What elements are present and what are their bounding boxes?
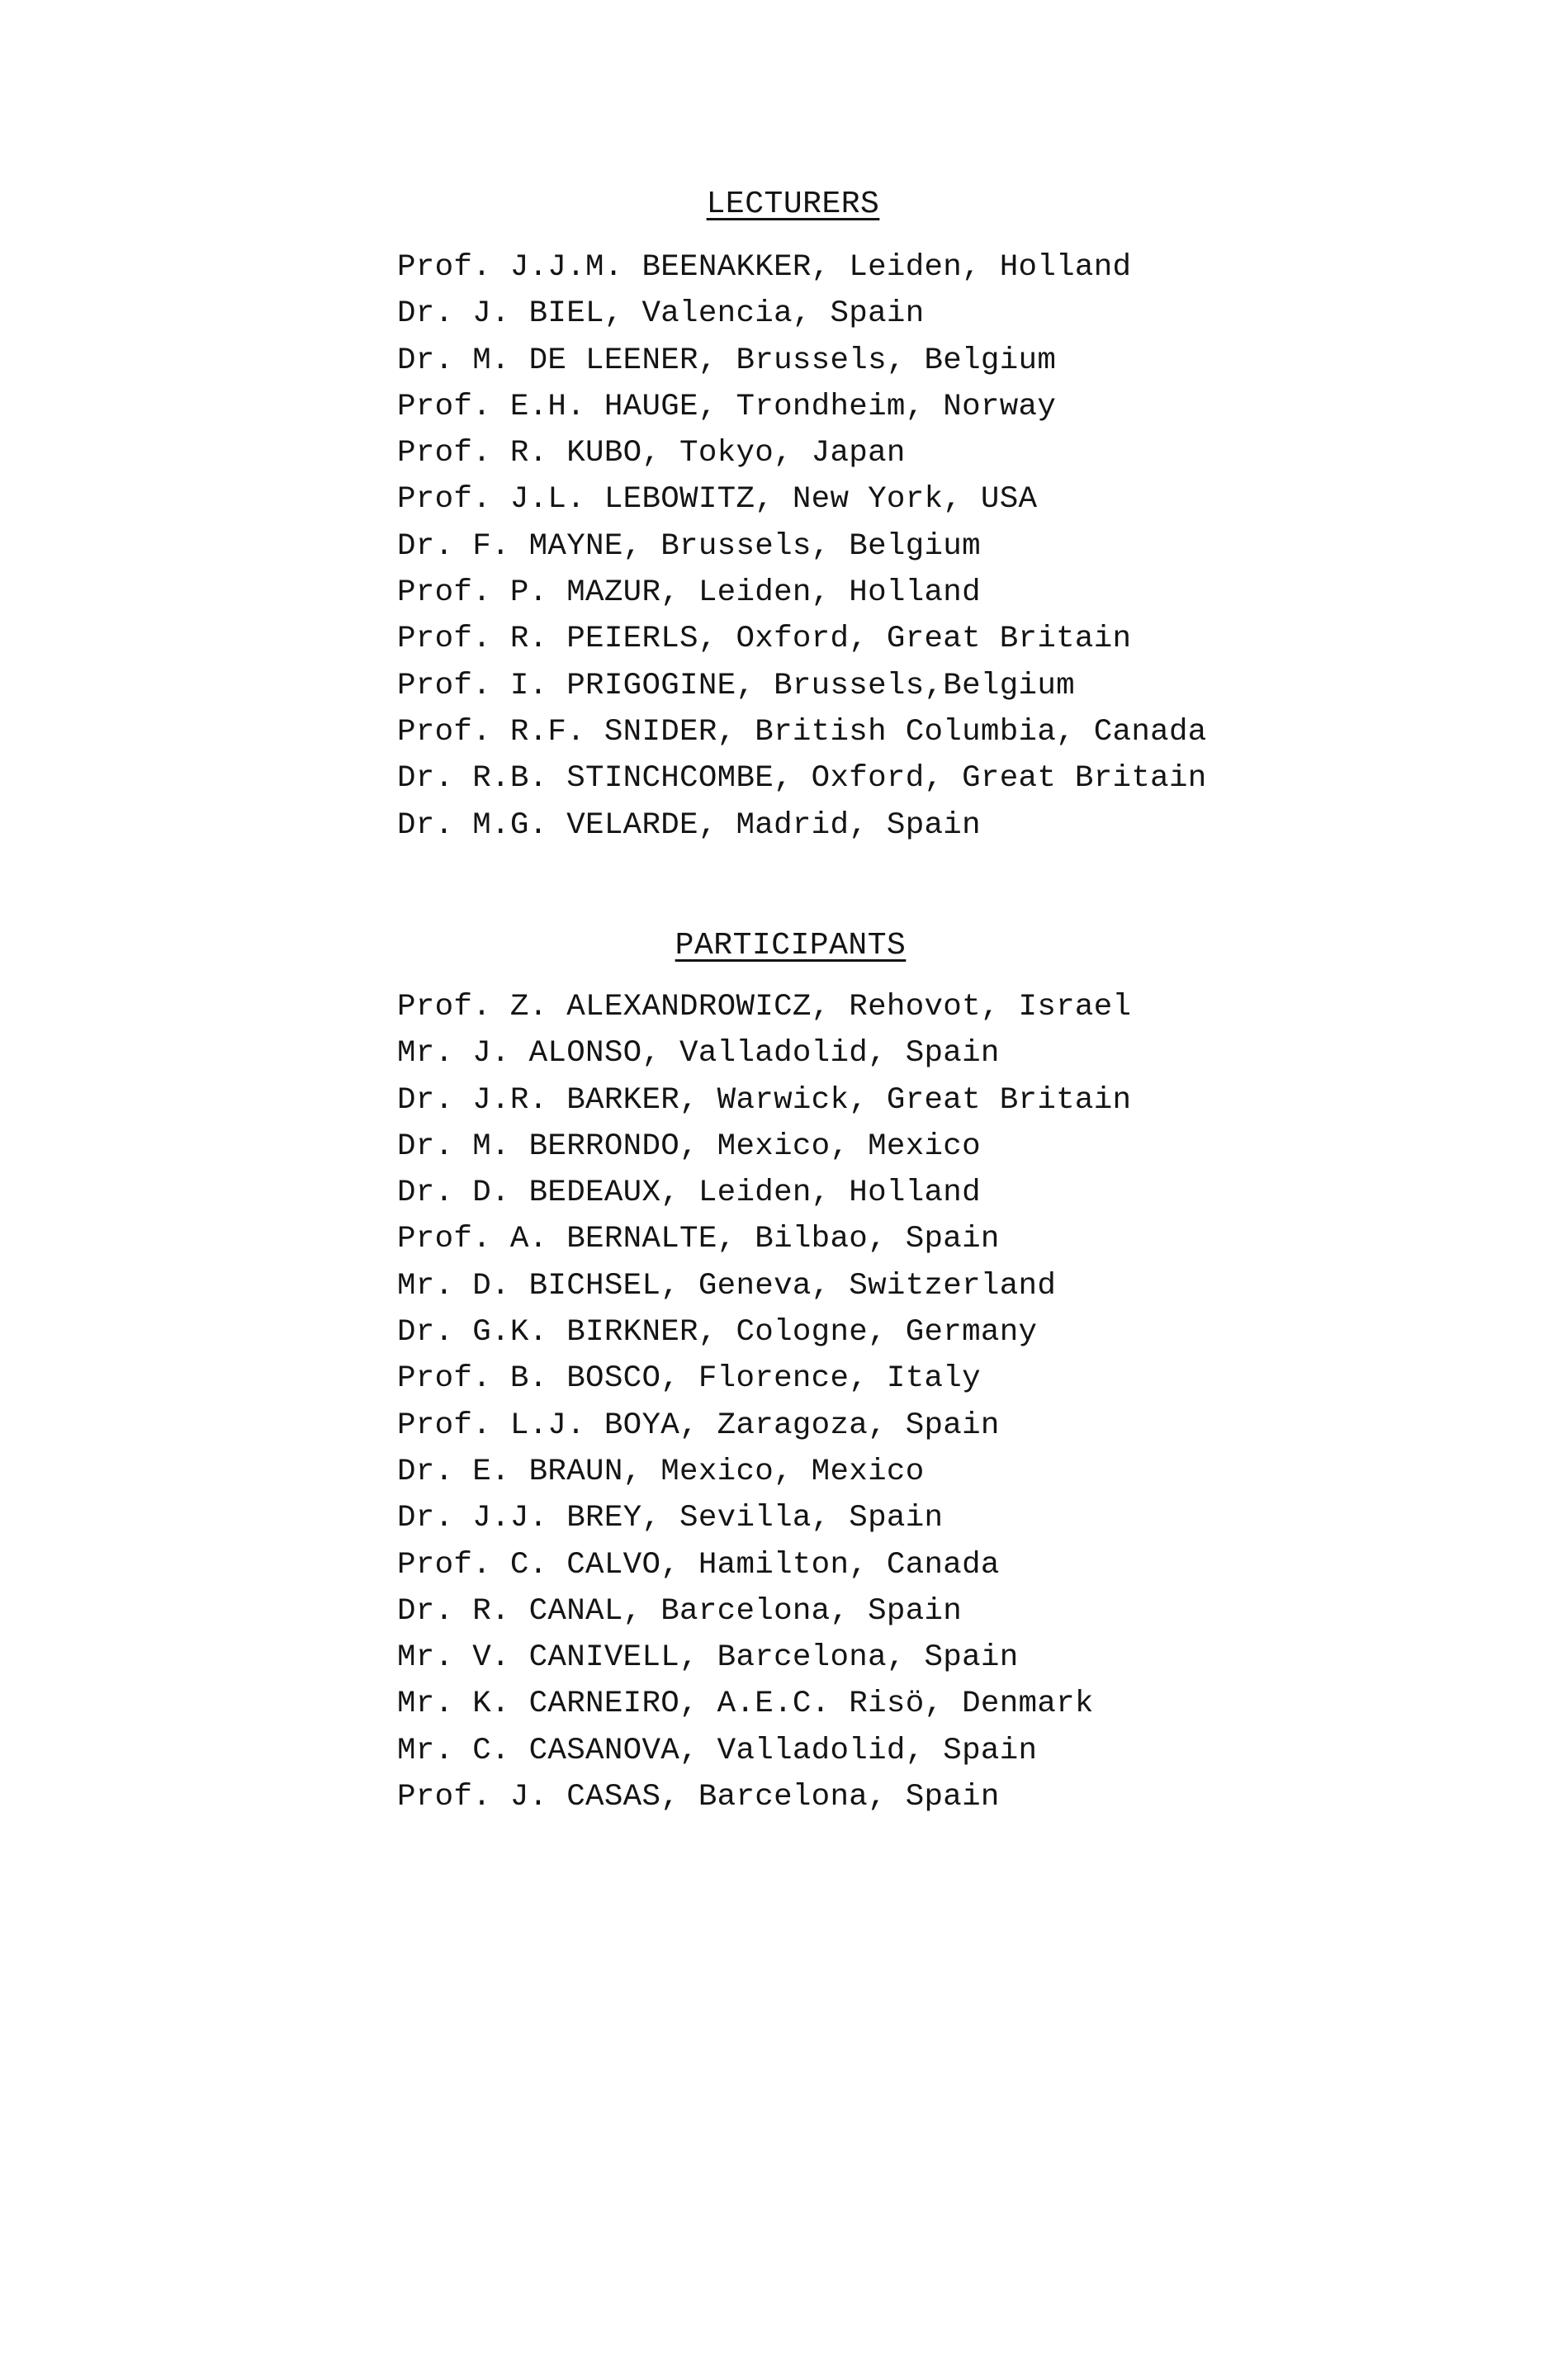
participants-heading-text: PARTICIPANTS xyxy=(675,928,907,963)
lecturers-list xyxy=(397,244,1207,849)
lecturer-entry: Prof. E.H. HAUGE, Trondheim, Norway xyxy=(397,389,1057,424)
participant-entry: Dr. R. CANAL, Barcelona, Spain xyxy=(397,1593,963,1629)
participant-entry: Dr. E. BRAUN, Mexico, Mexico xyxy=(397,1454,925,1489)
lecturer-entry: Prof. R.F. SNIDER, British Columbia, Canada xyxy=(397,714,1207,750)
participant-entry: Prof. J. CASAS, Barcelona, Spain xyxy=(397,1780,1000,1815)
lecturer-entry: Prof. P. MAZUR, Leiden, Holland xyxy=(397,575,981,611)
participant-entry: Prof. C. CALVO, Hamilton, Canada xyxy=(397,1547,1000,1583)
lecturer-entry: Dr. F. MAYNE, Brussels, Belgium xyxy=(397,528,981,564)
participant-entry: Mr. K. CARNEIRO, A.E.C. Risö, Denmark xyxy=(397,1687,1094,1722)
lecturer-entry: Dr. J. BIEL, Valencia, Spain xyxy=(397,296,925,332)
participant-entry: Dr. D. BEDEAUX, Leiden, Holland xyxy=(397,1176,981,1211)
lecturer-entry: Prof. R. PEIERLS, Oxford, Great Britain xyxy=(397,622,1132,657)
participants-heading xyxy=(0,928,1548,964)
participant-entry: Mr. C. CASANOVA, Valladolid, Spain xyxy=(397,1733,1038,1768)
lecturers-heading xyxy=(0,187,1548,223)
lecturer-entry: Dr. M. DE LEENER, Brussels, Belgium xyxy=(397,343,1057,378)
participant-entry: Dr. J.J. BREY, Sevilla, Spain xyxy=(397,1501,944,1536)
lecturer-entry: Prof. J.L. LEBOWITZ, New York, USA xyxy=(397,482,1038,518)
lecturer-entry: Prof. R. KUBO, Tokyo, Japan xyxy=(397,436,906,471)
participant-entry: Prof. B. BOSCO, Florence, Italy xyxy=(397,1361,981,1397)
participant-entry: Dr. M. BERRONDO, Mexico, Mexico xyxy=(397,1128,981,1164)
participants-list xyxy=(397,984,1131,1820)
lecturer-entry: Dr. M.G. VELARDE, Madrid, Spain xyxy=(397,807,981,843)
participant-entry: Mr. J. ALONSO, Valladolid, Spain xyxy=(397,1036,1000,1072)
participant-entry: Prof. Z. ALEXANDROWICZ, Rehovot, Israel xyxy=(397,990,1132,1024)
participant-entry: Mr. V. CANIVELL, Barcelona, Spain xyxy=(397,1640,1019,1676)
lecturer-entry: Prof. I. PRIGOGINE, Brussels,Belgium xyxy=(397,668,1075,703)
participant-entry: Prof. L.J. BOYA, Zaragoza, Spain xyxy=(397,1408,1000,1443)
participant-entry: Mr. D. BICHSEL, Geneva, Switzerland xyxy=(397,1268,1057,1304)
participant-entry: Dr. G.K. BIRKNER, Cologne, Germany xyxy=(397,1315,1038,1351)
lecturer-entry: Dr. R.B. STINCHCOMBE, Oxford, Great Britain xyxy=(397,761,1207,797)
participant-entry: Prof. A. BERNALTE, Bilbao, Spain xyxy=(397,1222,1000,1257)
participant-entry: Dr. J.R. BARKER, Warwick, Great Britain xyxy=(397,1082,1132,1118)
lecturers-heading-text: LECTURERS xyxy=(706,187,880,222)
lecturer-entry: Prof. J.J.M. BEENAKKER, Leiden, Holland xyxy=(397,250,1132,285)
